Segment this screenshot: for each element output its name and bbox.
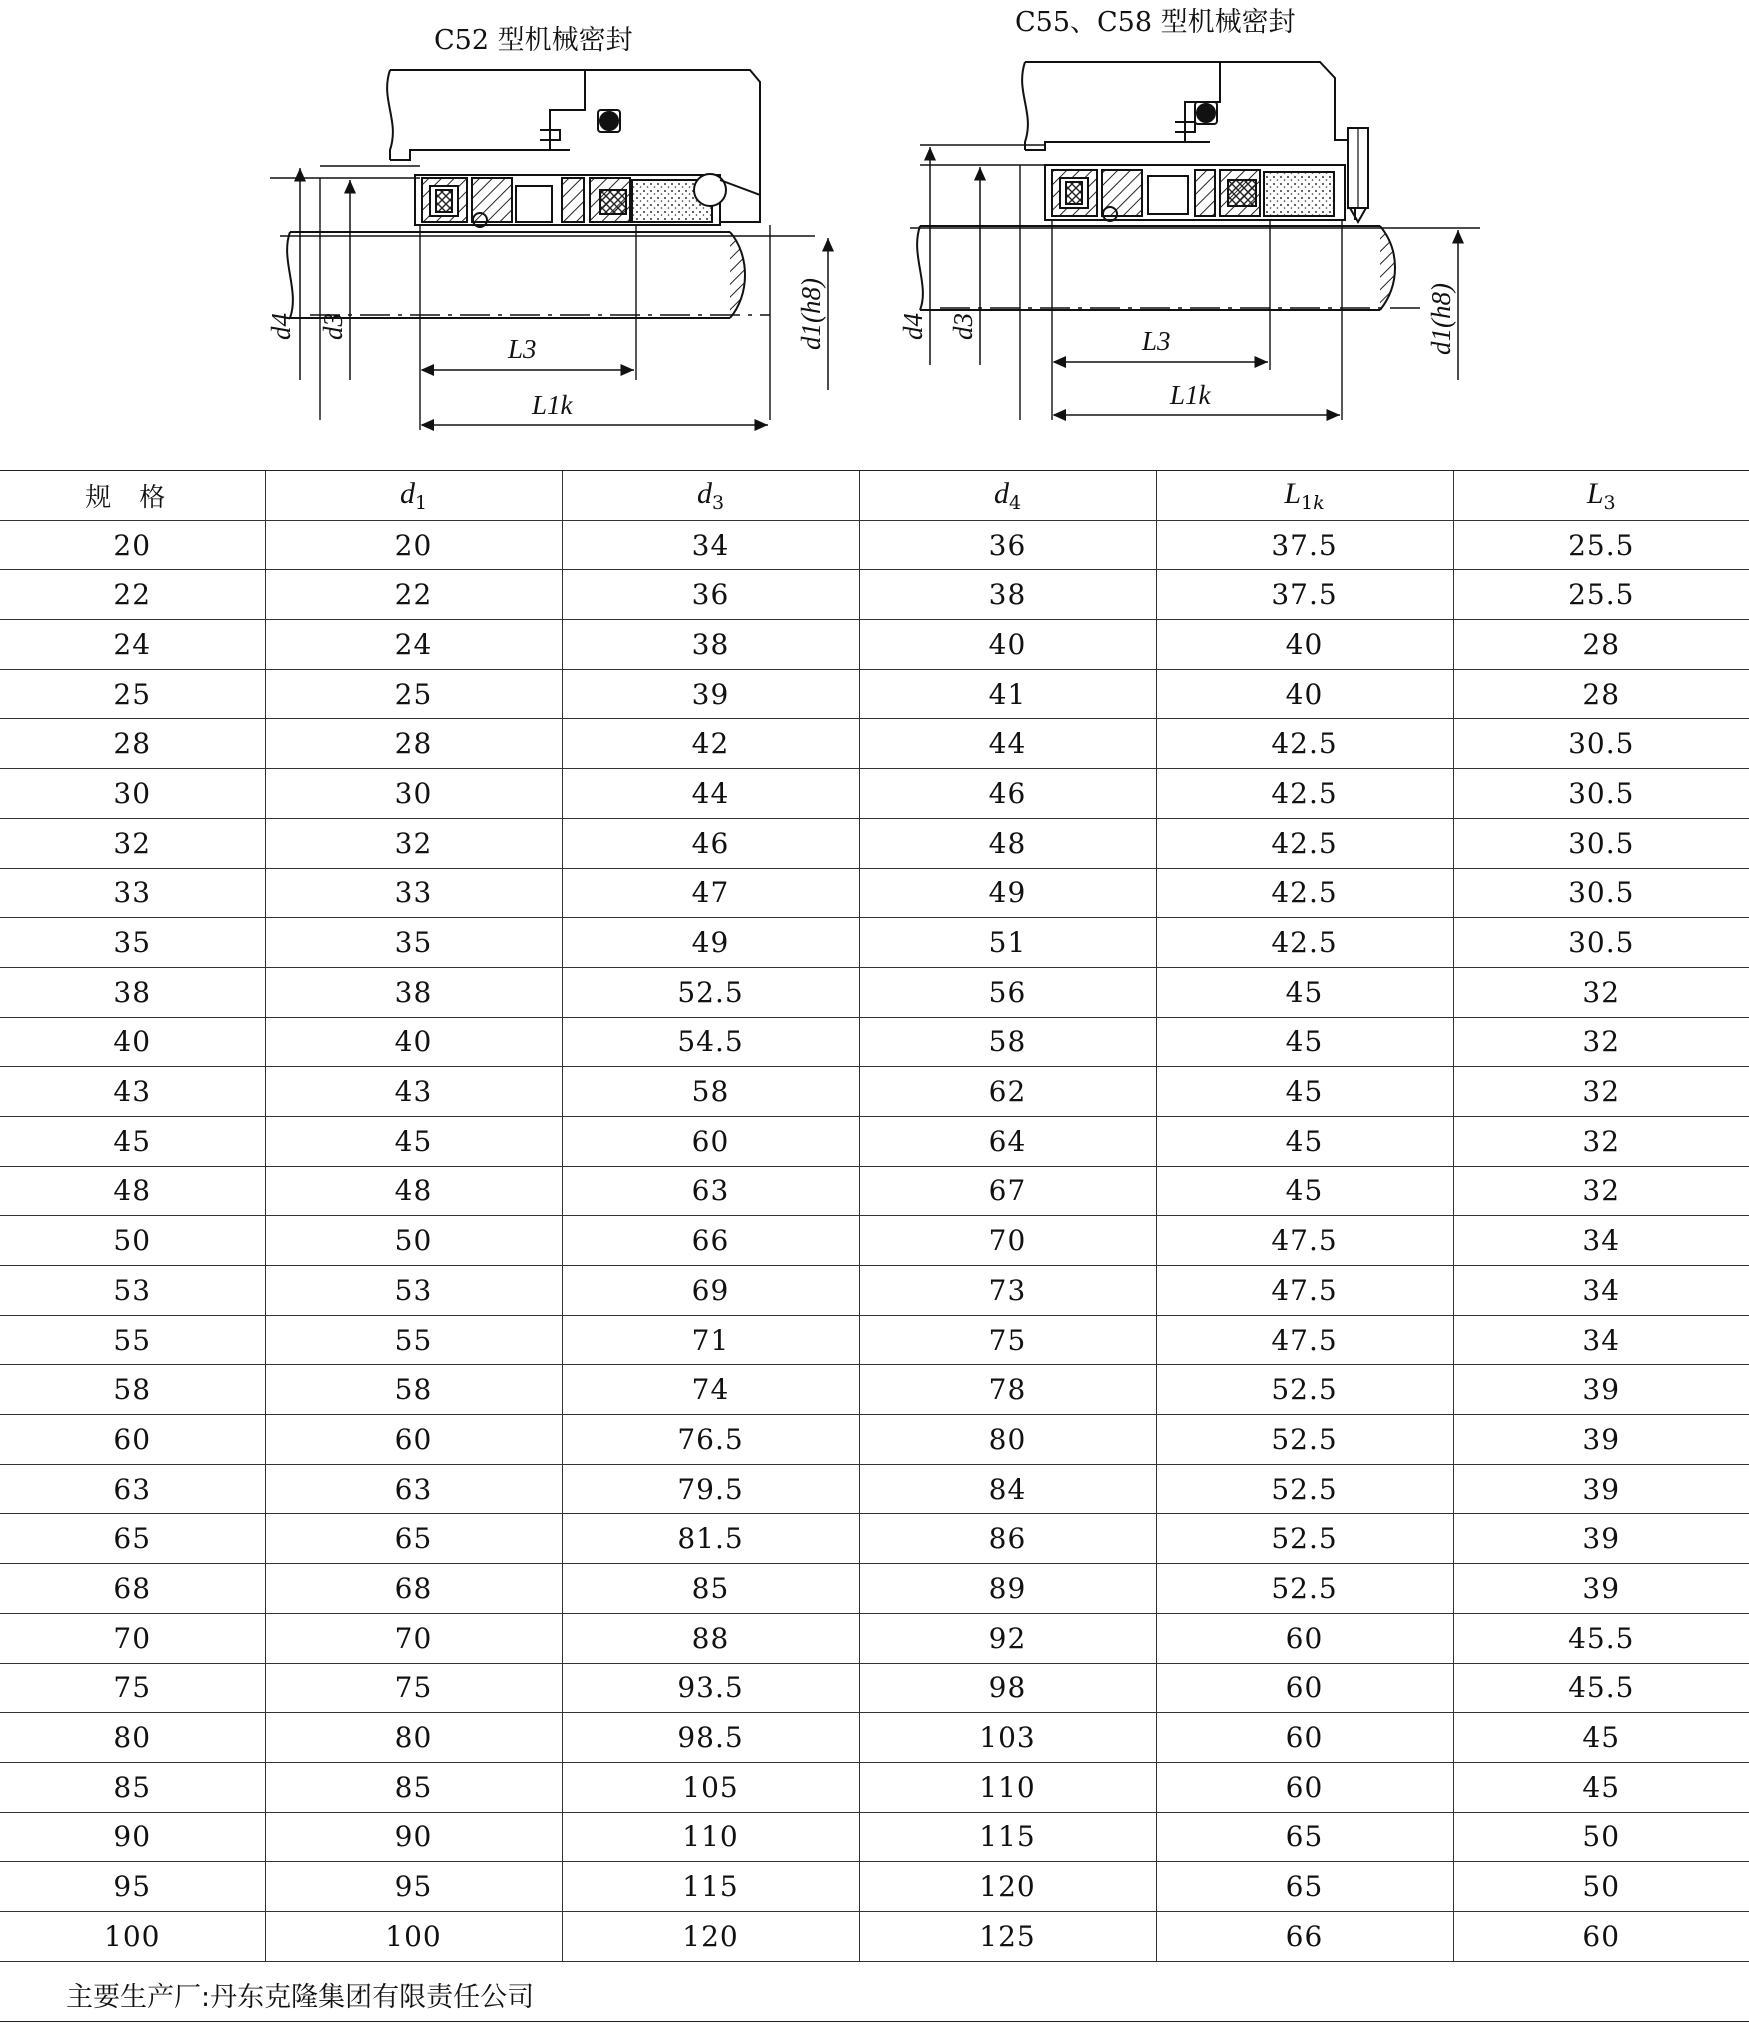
table-cell: 65 xyxy=(0,1514,265,1564)
drawings-area xyxy=(0,0,1749,460)
figure-title: C52 型机械密封 xyxy=(434,25,633,56)
table-cell: 65 xyxy=(1156,1812,1453,1862)
table-cell: 103 xyxy=(859,1713,1156,1763)
table-cell: 42.5 xyxy=(1156,868,1453,918)
label-d3: d3 xyxy=(318,313,348,340)
table-cell: 52.5 xyxy=(1156,1464,1453,1514)
table-cell: 38 xyxy=(562,620,859,670)
table-cell: 45.5 xyxy=(1453,1613,1749,1663)
table-cell: 47.5 xyxy=(1156,1266,1453,1316)
table-cell: 55 xyxy=(0,1315,265,1365)
table-cell: 58 xyxy=(562,1067,859,1117)
table-row xyxy=(0,1911,1749,1961)
table-cell: 38 xyxy=(265,967,562,1017)
table-cell: 46 xyxy=(562,818,859,868)
table-row xyxy=(0,1216,1749,1266)
label-l1k: L1k xyxy=(1170,380,1211,410)
table-cell: 42.5 xyxy=(1156,719,1453,769)
table-cell: 89 xyxy=(859,1564,1156,1614)
table-row xyxy=(0,1514,1749,1564)
table-row xyxy=(0,570,1749,620)
table-cell: 125 xyxy=(859,1911,1156,1961)
table-cell: 120 xyxy=(859,1862,1156,1912)
table-cell: 98 xyxy=(859,1663,1156,1713)
table-cell: 115 xyxy=(562,1862,859,1912)
table-cell: 30.5 xyxy=(1453,719,1749,769)
table-cell: 40 xyxy=(265,1017,562,1067)
table-cell: 58 xyxy=(0,1365,265,1415)
table-cell: 98.5 xyxy=(562,1713,859,1763)
table-cell: 38 xyxy=(0,967,265,1017)
table-row xyxy=(0,1166,1749,1216)
table-cell: 44 xyxy=(562,769,859,819)
table-cell: 30.5 xyxy=(1453,769,1749,819)
table-cell: 39 xyxy=(1453,1415,1749,1465)
table-row xyxy=(0,1415,1749,1465)
table-cell: 25.5 xyxy=(1453,570,1749,620)
table-cell: 68 xyxy=(0,1564,265,1614)
table-cell: 60 xyxy=(265,1415,562,1465)
table-row xyxy=(0,1067,1749,1117)
table-cell: 34 xyxy=(1453,1315,1749,1365)
table-cell: 35 xyxy=(265,918,562,968)
header-l1k: $L_{1k}$ xyxy=(1156,471,1453,521)
table-cell: 92 xyxy=(859,1613,1156,1663)
table-cell: 60 xyxy=(562,1116,859,1166)
table-cell: 35 xyxy=(0,918,265,968)
table-cell: 64 xyxy=(859,1116,1156,1166)
table-row xyxy=(0,1812,1749,1862)
spec-table xyxy=(0,470,1749,1962)
table-cell: 39 xyxy=(1453,1464,1749,1514)
table-row xyxy=(0,1315,1749,1365)
label-l3: L3 xyxy=(508,334,537,364)
table-cell: 76.5 xyxy=(562,1415,859,1465)
label-d4: d4 xyxy=(266,313,296,340)
table-cell: 60 xyxy=(1156,1762,1453,1812)
header-spec: 规格 xyxy=(0,471,265,521)
table-row xyxy=(0,918,1749,968)
table-cell: 90 xyxy=(0,1812,265,1862)
table-cell: 60 xyxy=(0,1415,265,1465)
table-cell: 50 xyxy=(265,1216,562,1266)
table-cell: 45 xyxy=(265,1116,562,1166)
table-cell: 42.5 xyxy=(1156,818,1453,868)
table-cell: 45 xyxy=(1156,1116,1453,1166)
table-cell: 69 xyxy=(562,1266,859,1316)
footer xyxy=(0,1965,1749,2022)
table-row xyxy=(0,769,1749,819)
table-cell: 88 xyxy=(562,1613,859,1663)
table-cell: 46 xyxy=(859,769,1156,819)
table-cell: 75 xyxy=(0,1663,265,1713)
table-cell: 33 xyxy=(265,868,562,918)
table-cell: 20 xyxy=(265,520,562,570)
header-l3: $L_3$ xyxy=(1453,471,1749,521)
table-row xyxy=(0,719,1749,769)
table-cell: 38 xyxy=(859,570,1156,620)
table-cell: 39 xyxy=(1453,1514,1749,1564)
table-cell: 73 xyxy=(859,1266,1156,1316)
table-cell: 30.5 xyxy=(1453,868,1749,918)
table-cell: 90 xyxy=(265,1812,562,1862)
header-d3: $d_3$ xyxy=(562,471,859,521)
table-cell: 55 xyxy=(265,1315,562,1365)
table-cell: 71 xyxy=(562,1315,859,1365)
table-cell: 32 xyxy=(265,818,562,868)
label-l1k: L1k xyxy=(532,390,573,420)
table-cell: 86 xyxy=(859,1514,1156,1564)
header-d1: $d_1$ xyxy=(265,471,562,521)
table-cell: 105 xyxy=(562,1762,859,1812)
table-cell: 95 xyxy=(265,1862,562,1912)
table-cell: 74 xyxy=(562,1365,859,1415)
label-d1: d1(h8) xyxy=(796,278,826,350)
c52-seal-drawing xyxy=(250,0,890,450)
label-l3: L3 xyxy=(1142,326,1171,356)
table-cell: 70 xyxy=(0,1613,265,1663)
table-cell: 52.5 xyxy=(1156,1415,1453,1465)
table-cell: 40 xyxy=(0,1017,265,1067)
table-row xyxy=(0,818,1749,868)
table-cell: 85 xyxy=(562,1564,859,1614)
table-row xyxy=(0,1613,1749,1663)
table-cell: 32 xyxy=(0,818,265,868)
table-cell: 50 xyxy=(0,1216,265,1266)
table-cell: 81.5 xyxy=(562,1514,859,1564)
table-cell: 20 xyxy=(0,520,265,570)
table-cell: 49 xyxy=(562,918,859,968)
table-cell: 56 xyxy=(859,967,1156,1017)
table-cell: 95 xyxy=(0,1862,265,1912)
table-cell: 32 xyxy=(1453,1067,1749,1117)
table-cell: 36 xyxy=(562,570,859,620)
table-cell: 100 xyxy=(0,1911,265,1961)
table-cell: 47.5 xyxy=(1156,1315,1453,1365)
table-cell: 24 xyxy=(265,620,562,670)
table-cell: 32 xyxy=(1453,1017,1749,1067)
table-cell: 28 xyxy=(265,719,562,769)
table-row xyxy=(0,1862,1749,1912)
table-cell: 51 xyxy=(859,918,1156,968)
table-cell: 40 xyxy=(1156,620,1453,670)
table-cell: 62 xyxy=(859,1067,1156,1117)
table-cell: 70 xyxy=(859,1216,1156,1266)
table-cell: 25 xyxy=(265,669,562,719)
table-cell: 22 xyxy=(265,570,562,620)
table-row xyxy=(0,1762,1749,1812)
table-cell: 120 xyxy=(562,1911,859,1961)
table-row xyxy=(0,669,1749,719)
table-cell: 28 xyxy=(1453,620,1749,670)
table-cell: 47 xyxy=(562,868,859,918)
table-cell: 39 xyxy=(562,669,859,719)
table-cell: 54.5 xyxy=(562,1017,859,1067)
table-cell: 43 xyxy=(0,1067,265,1117)
table-cell: 80 xyxy=(0,1713,265,1763)
table-row xyxy=(0,868,1749,918)
table-cell: 24 xyxy=(0,620,265,670)
table-cell: 32 xyxy=(1453,1116,1749,1166)
table-cell: 45 xyxy=(1453,1762,1749,1812)
table-cell: 34 xyxy=(1453,1216,1749,1266)
table-cell: 110 xyxy=(859,1762,1156,1812)
table-cell: 53 xyxy=(0,1266,265,1316)
table-row xyxy=(0,1464,1749,1514)
header-d4: $d_4$ xyxy=(859,471,1156,521)
table-cell: 60 xyxy=(1453,1911,1749,1961)
table-row xyxy=(0,1564,1749,1614)
table-cell: 30.5 xyxy=(1453,918,1749,968)
table-cell: 43 xyxy=(265,1067,562,1117)
table-cell: 45 xyxy=(1453,1713,1749,1763)
table-row xyxy=(0,620,1749,670)
c55-c58-seal-drawing xyxy=(880,0,1520,450)
table-cell: 60 xyxy=(1156,1663,1453,1713)
table-header-row xyxy=(0,471,1749,521)
table-cell: 42 xyxy=(562,719,859,769)
table-cell: 40 xyxy=(1156,669,1453,719)
table-row xyxy=(0,1017,1749,1067)
table-row xyxy=(0,520,1749,570)
c55-c58-seal-svg xyxy=(880,0,1520,450)
table-cell: 28 xyxy=(0,719,265,769)
table-body xyxy=(0,520,1749,1961)
table-cell: 52.5 xyxy=(562,967,859,1017)
table-row xyxy=(0,967,1749,1017)
table-cell: 45 xyxy=(1156,1067,1453,1117)
table-cell: 25.5 xyxy=(1453,520,1749,570)
table-cell: 63 xyxy=(562,1166,859,1216)
table-cell: 45.5 xyxy=(1453,1663,1749,1713)
label-d4: d4 xyxy=(898,313,928,340)
table-cell: 48 xyxy=(859,818,1156,868)
table-cell: 48 xyxy=(0,1166,265,1216)
manufacturer-note: 主要生产厂:丹东克隆集团有限责任公司 xyxy=(66,1982,535,2013)
table-cell: 115 xyxy=(859,1812,1156,1862)
table-row xyxy=(0,1663,1749,1713)
table-cell: 34 xyxy=(562,520,859,570)
table-cell: 85 xyxy=(0,1762,265,1812)
table-cell: 68 xyxy=(265,1564,562,1614)
table-cell: 42.5 xyxy=(1156,918,1453,968)
table-cell: 93.5 xyxy=(562,1663,859,1713)
label-d1: d1(h8) xyxy=(1426,283,1456,355)
table-cell: 37.5 xyxy=(1156,520,1453,570)
c52-seal-svg xyxy=(250,0,890,450)
table-row xyxy=(0,1116,1749,1166)
table-cell: 30 xyxy=(265,769,562,819)
table-cell: 66 xyxy=(562,1216,859,1266)
table-cell: 63 xyxy=(0,1464,265,1514)
table-cell: 48 xyxy=(265,1166,562,1216)
table-cell: 80 xyxy=(265,1713,562,1763)
table-cell: 34 xyxy=(1453,1266,1749,1316)
table-cell: 30.5 xyxy=(1453,818,1749,868)
table-cell: 45 xyxy=(1156,1017,1453,1067)
label-d3: d3 xyxy=(948,313,978,340)
table-cell: 49 xyxy=(859,868,1156,918)
table-cell: 32 xyxy=(1453,967,1749,1017)
table-cell: 70 xyxy=(265,1613,562,1663)
table-cell: 39 xyxy=(1453,1365,1749,1415)
table-cell: 60 xyxy=(1156,1713,1453,1763)
table-cell: 58 xyxy=(265,1365,562,1415)
table-cell: 58 xyxy=(859,1017,1156,1067)
table-cell: 75 xyxy=(265,1663,562,1713)
table-cell: 44 xyxy=(859,719,1156,769)
table-cell: 40 xyxy=(859,620,1156,670)
table-cell: 50 xyxy=(1453,1812,1749,1862)
table-cell: 42.5 xyxy=(1156,769,1453,819)
table-cell: 66 xyxy=(1156,1911,1453,1961)
table-cell: 85 xyxy=(265,1762,562,1812)
table-cell: 41 xyxy=(859,669,1156,719)
table-cell: 60 xyxy=(1156,1613,1453,1663)
table-row xyxy=(0,1266,1749,1316)
table-cell: 80 xyxy=(859,1415,1156,1465)
table-cell: 79.5 xyxy=(562,1464,859,1514)
table-cell: 45 xyxy=(1156,967,1453,1017)
table-cell: 67 xyxy=(859,1166,1156,1216)
table-cell: 47.5 xyxy=(1156,1216,1453,1266)
table-cell: 65 xyxy=(1156,1862,1453,1912)
table-cell: 36 xyxy=(859,520,1156,570)
table-cell: 84 xyxy=(859,1464,1156,1514)
table-cell: 100 xyxy=(265,1911,562,1961)
table-cell: 52.5 xyxy=(1156,1564,1453,1614)
table-cell: 30 xyxy=(0,769,265,819)
figure-title: C55、C58 型机械密封 xyxy=(1015,7,1296,38)
table-cell: 33 xyxy=(0,868,265,918)
table-cell: 78 xyxy=(859,1365,1156,1415)
table-row xyxy=(0,1365,1749,1415)
table-cell: 75 xyxy=(859,1315,1156,1365)
table-cell: 52.5 xyxy=(1156,1514,1453,1564)
table-cell: 22 xyxy=(0,570,265,620)
table-cell: 45 xyxy=(0,1116,265,1166)
table-cell: 50 xyxy=(1453,1862,1749,1912)
table-cell: 32 xyxy=(1453,1166,1749,1216)
table-cell: 110 xyxy=(562,1812,859,1862)
table-cell: 53 xyxy=(265,1266,562,1316)
table-cell: 39 xyxy=(1453,1564,1749,1614)
table-cell: 63 xyxy=(265,1464,562,1514)
table-row xyxy=(0,1713,1749,1763)
table-cell: 65 xyxy=(265,1514,562,1564)
table-cell: 25 xyxy=(0,669,265,719)
table-cell: 45 xyxy=(1156,1166,1453,1216)
table-cell: 28 xyxy=(1453,669,1749,719)
table-cell: 52.5 xyxy=(1156,1365,1453,1415)
table-cell: 37.5 xyxy=(1156,570,1453,620)
